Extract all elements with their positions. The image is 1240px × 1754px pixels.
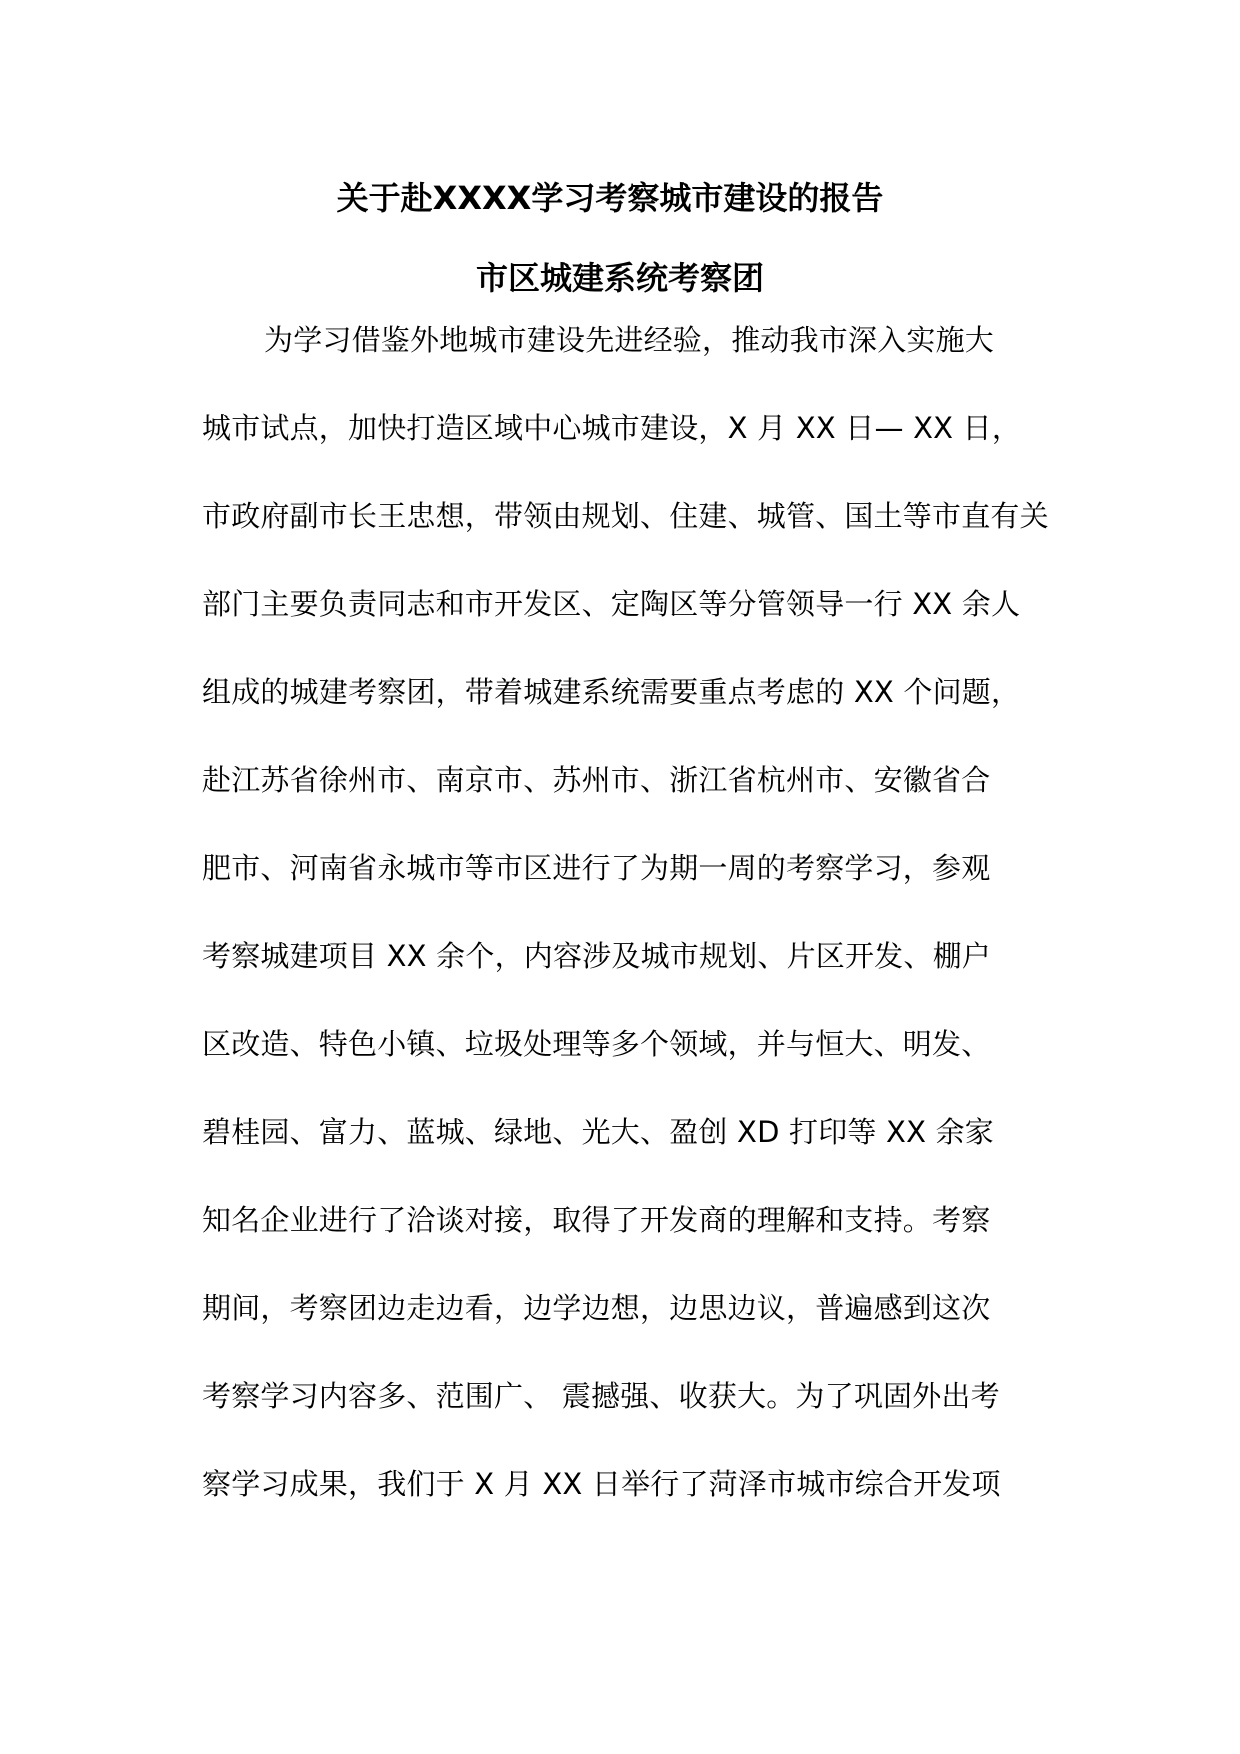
paragraph-line: 区改造、特色小镇、垃圾处理等多个领域，并与恒大、明发、 (202, 1027, 991, 1061)
document-subtitle: 市区城建系统考察团 (475, 259, 764, 297)
paragraph-line: 肥市、河南省永城市等市区进行了为期一周的考察学习，参观 (202, 851, 991, 885)
paragraph-line: 碧桂园、富力、蓝城、绿地、光大、盈创 XD 打印等 XX 余家 (202, 1115, 995, 1149)
paragraph-line: 考察学习内容多、范围广、 震撼强、收获大。为了巩固外出考 (202, 1379, 1000, 1413)
paragraph-line: 组成的城建考察团，带着城建系统需要重点考虑的 XX 个问题， (202, 675, 1021, 709)
paragraph-line: 期间，考察团边走边看，边学边想，边思边议，普遍感到这次 (202, 1291, 991, 1325)
paragraph-line: 为学习借鉴外地城市建设先进经验，推动我市深入实施大 (264, 323, 995, 357)
paragraph-line: 部门主要负责同志和市开发区、定陶区等分管领导一行 XX 余人 (202, 587, 1021, 621)
paragraph-line: 市政府副市长王忠想，带领由规划、住建、城管、国土等市直有关 (202, 499, 1049, 533)
paragraph-line: 城市试点，加快打造区域中心城市建设，X 月 XX 日— XX 日， (202, 411, 1022, 445)
paragraph-line: 知名企业进行了洽谈对接，取得了开发商的理解和支持。考察 (202, 1203, 991, 1237)
paragraph-line: 考察城建项目 XX 余个，内容涉及城市规划、片区开发、棚户 (202, 939, 991, 973)
paragraph-line: 赴江苏省徐州市、南京市、苏州市、浙江省杭州市、安徽省合 (202, 763, 991, 797)
document-title: 关于赴XXXX学习考察城市建设的报告 (336, 179, 884, 217)
paragraph-line: 察学习成果，我们于 X 月 XX 日举行了菏泽市城市综合开发项 (202, 1467, 1001, 1501)
